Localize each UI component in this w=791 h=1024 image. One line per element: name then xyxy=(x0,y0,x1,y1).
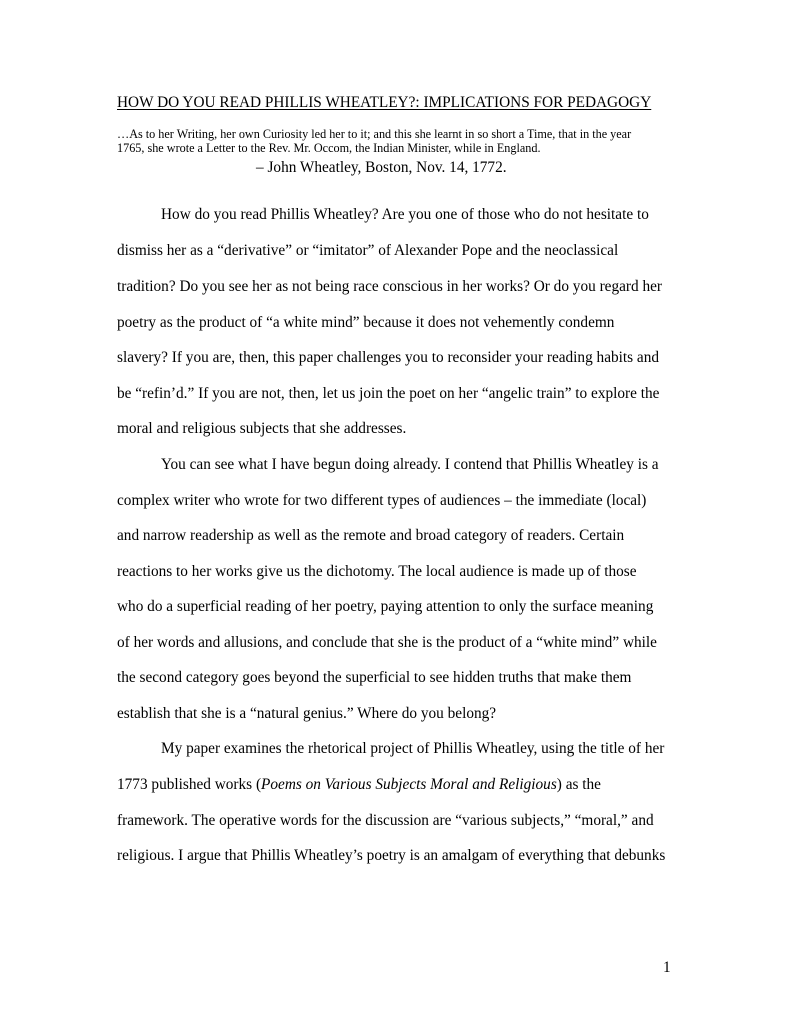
book-title: Poems on Various Subjects Moral and Religious xyxy=(261,776,557,793)
paragraph-1-line: moral and religious subjects that she addresses. xyxy=(117,420,407,437)
paragraph-2-line: complex writer who wrote for two different types of audiences – the immediate (local) xyxy=(117,492,647,509)
paragraph-2-line: establish that she is a “natural genius.” Where do you belong? xyxy=(117,705,497,722)
paragraph-3-line: My paper examines the rhetorical project of Phillis Wheatley, using the title of her xyxy=(161,740,665,757)
paragraph-3-line xyxy=(117,775,601,795)
paragraph-1-line: poetry as the product of “a white mind” because it does not vehemently condemn xyxy=(117,314,615,331)
paragraph-2-line: who do a superficial reading of her poetry, paying attention to only the surface meaning xyxy=(117,598,654,615)
paragraph-3-line: framework. The operative words for the discussion are “various subjects,” “moral,” and xyxy=(117,812,654,829)
paragraph-2-line: reactions to her works give us the dichotomy. The local audience is made up of those xyxy=(117,563,637,580)
paragraph-2-line: You can see what I have begun doing already. I contend that Phillis Wheatley is a xyxy=(161,456,659,473)
epigraph-line: …As to her Writing, her own Curiosity led her to it; and this she learnt in so short a Time, that in the year xyxy=(117,127,632,141)
paragraph-1-line: tradition? Do you see her as not being race conscious in her works? Or do you regard her xyxy=(117,278,662,295)
paper-title: HOW DO YOU READ PHILLIS WHEATLEY?: IMPLICATIONS FOR PEDAGOGY xyxy=(117,94,652,111)
epigraph-attribution: – John Wheatley, Boston, Nov. 14, 1772. xyxy=(256,159,507,176)
epigraph-line: 1765, she wrote a Letter to the Rev. Mr. Occom, the Indian Minister, while in England. xyxy=(117,141,541,155)
epigraph xyxy=(117,127,677,155)
paragraph-3-line-start: 1773 published works ( xyxy=(117,776,262,793)
paragraph-1-line: How do you read Phillis Wheatley? Are you one of those who do not hesitate to xyxy=(161,206,649,223)
paragraph-3-line: religious. I argue that Phillis Wheatley’s poetry is an amalgam of everything that debunks xyxy=(117,847,666,864)
paragraph-1-line: be “refin’d.” If you are not, then, let us join the poet on her “angelic train” to explore the xyxy=(117,385,660,402)
page-number: 1 xyxy=(663,959,671,976)
paragraph-2-line: and narrow readership as well as the remote and broad category of readers. Certain xyxy=(117,527,625,544)
paragraph-2-line: the second category goes beyond the superficial to see hidden truths that make them xyxy=(117,669,632,686)
paragraph-1-line: dismiss her as a “derivative” or “imitator” of Alexander Pope and the neoclassical xyxy=(117,242,619,259)
paragraph-1-line: slavery? If you are, then, this paper challenges you to reconsider your reading habits and xyxy=(117,349,660,366)
paragraph-2-line: of her words and allusions, and conclude that she is the product of a “white mind” while xyxy=(117,634,657,651)
paragraph-3-line-end: ) as the xyxy=(556,776,601,793)
